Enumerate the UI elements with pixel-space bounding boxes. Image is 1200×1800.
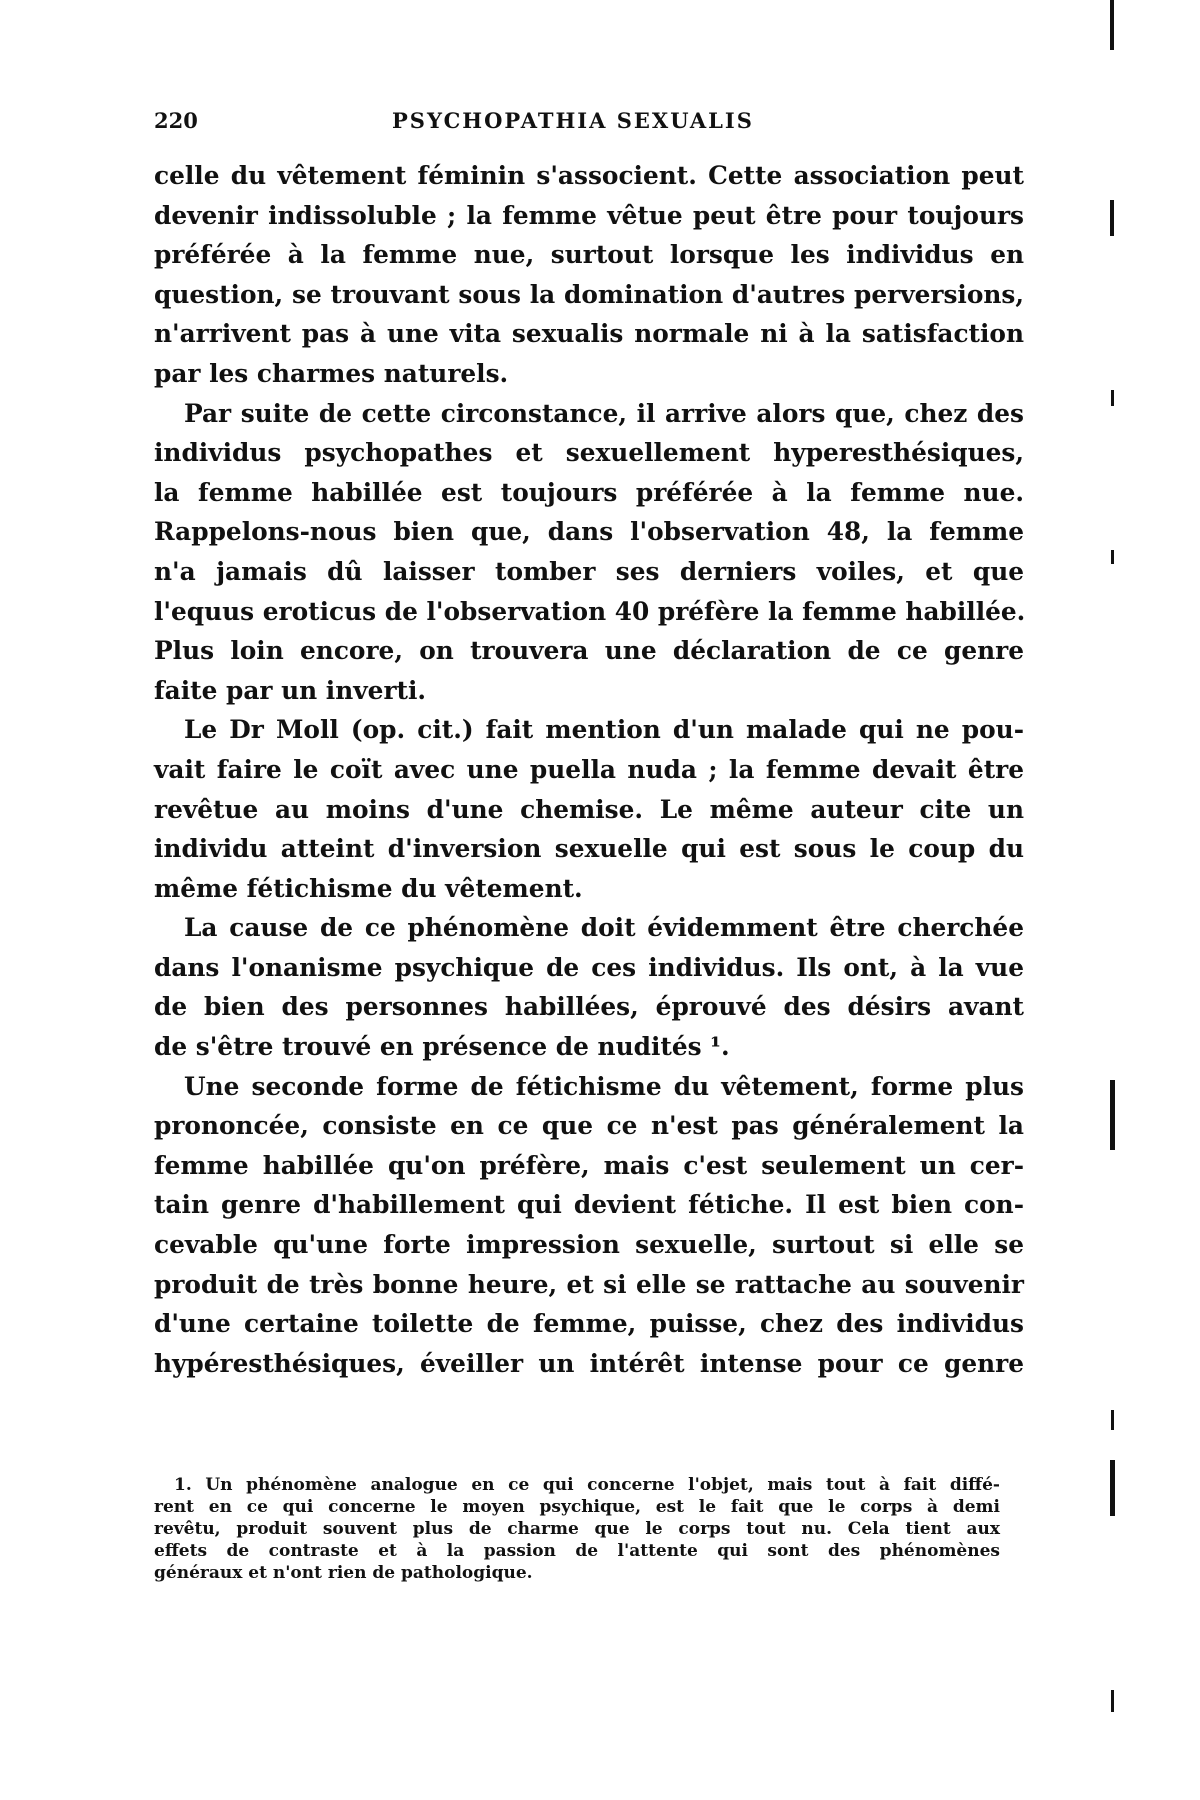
text-line: revêtue au moins d'une chemise. Le même auteur cite un [154,794,1024,824]
footnote-line: 1. Un phénomène analogue en ce qui concerne l'objet, mais tout à fait diffé- [174,1475,1000,1495]
book-page [154,108,1024,1383]
text-line: Plus loin encore, on trouvera une déclaration de ce genre [154,636,1024,666]
text-line: celle du vêtement féminin s'associent. Cette association peut [154,161,1024,190]
scan-edge-mark [1110,200,1114,236]
text-line: n'arrivent pas à une vita sexualis normale ni à la satisfaction [154,319,1024,349]
text-line: de s'être trouvé en présence de nudités ¹. [154,1032,730,1062]
text-line: tain genre d'habillement qui devient fétiche. Il est bien con- [154,1190,1024,1220]
text-line: cevable qu'une forte impression sexuelle, surtout si elle se [154,1230,1024,1260]
scan-edge-mark [1110,0,1114,50]
page-number: 220 [154,108,198,133]
text-line: Rappelons-nous bien que, dans l'observation 48, la femme [154,517,1024,547]
text-line: préférée à la femme nue, surtout lorsque les individus en [154,240,1024,270]
text-line: individus psychopathes et sexuellement hyperesthésiques, [154,438,1024,468]
text-line: dans l'onanisme psychique de ces individus. Ils ont, à la vue [154,952,1024,982]
text-line: vait faire le coït avec une puella nuda ; la femme devait être [154,754,1024,784]
footnote-line: effets de contraste et à la passion de l'attente qui sont des phénomènes [154,1541,1000,1561]
footnote-line: généraux et n'ont rien de pathologique. [154,1563,533,1583]
text-line: devenir indissoluble ; la femme vêtue peut être pour toujours [154,200,1024,230]
running-title: PSYCHOPATHIA SEXUALIS [392,108,754,133]
scan-edge-mark [1111,1690,1114,1712]
scan-edge-mark [1110,1080,1115,1150]
text-line: de bien des personnes habillées, éprouvé des désirs avant [154,992,1024,1022]
text-line: même fétichisme du vêtement. [154,873,583,903]
text-line: Le Dr Moll (op. cit.) fait mention d'un malade qui ne pou- [184,715,1024,745]
text-line: individu atteint d'inversion sexuelle qui est sous le coup du [154,834,1024,864]
text-line: la femme habillée est toujours préférée à la femme nue. [154,477,1024,507]
footnote-line: rent en ce qui concerne le moyen psychique, est le fait que le corps à demi [154,1497,1000,1517]
text-line: La cause de ce phénomène doit évidemment être cherchée [184,913,1024,943]
running-head [154,108,1024,148]
scan-edge-mark [1111,390,1114,406]
text-line: produit de très bonne heure, et si elle se rattache au souvenir [154,1269,1024,1299]
text-line: faite par un inverti. [154,675,427,705]
scan-edge-mark [1111,550,1114,564]
footnote [154,1474,1000,1584]
body-text [154,156,1024,1383]
text-line: question, se trouvant sous la domination d'autres perversions, [154,279,1024,309]
footnote-line: revêtu, produit souvent plus de charme que le corps tout nu. Cela tient aux [154,1519,1000,1539]
text-line: n'a jamais dû laisser tomber ses derniers voiles, et que [154,556,1024,586]
scan-edge-mark [1110,1460,1115,1516]
text-line: Par suite de cette circonstance, il arrive alors que, chez des [184,398,1024,428]
scan-edge-mark [1111,1410,1114,1430]
text-line: d'une certaine toilette de femme, puisse, chez des individus [154,1309,1024,1339]
text-line: par les charmes naturels. [154,358,509,388]
text-line: l'equus eroticus de l'observation 40 préfère la femme habillée. [154,596,1026,626]
text-line: Une seconde forme de fétichisme du vêtement, forme plus [184,1071,1024,1101]
text-line: femme habillée qu'on préfère, mais c'est seulement un cer- [154,1150,1024,1180]
text-line: prononcée, consiste en ce que ce n'est pas généralement la [154,1111,1024,1141]
text-line: hypéresthésiques, éveiller un intérêt intense pour ce genre [154,1348,1024,1378]
